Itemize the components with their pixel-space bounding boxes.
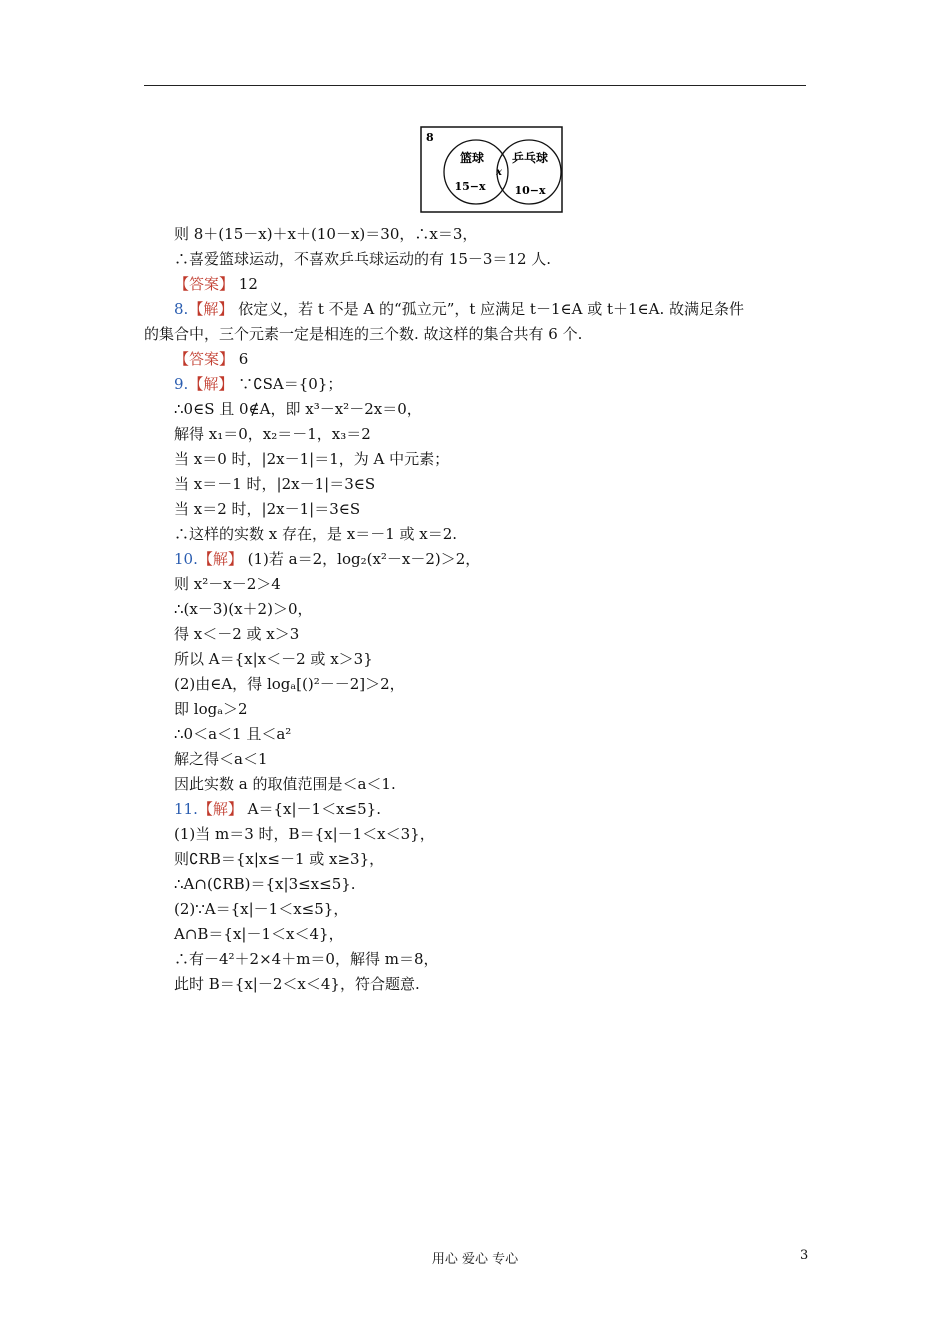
text-line bbox=[144, 697, 806, 722]
line-text: 的集合中，三个元素一定是相连的三个数. 故这样的集合共有 6 个. bbox=[144, 325, 583, 343]
line-text: 解得 x₁＝0，x₂＝－1，x₃＝2 bbox=[174, 425, 371, 443]
text-line bbox=[144, 672, 806, 697]
text-line bbox=[144, 322, 806, 347]
text-line bbox=[144, 922, 806, 947]
line-text: 当 x＝－1 时，|2x－1|＝3∈S bbox=[174, 475, 376, 493]
text-line bbox=[144, 447, 806, 472]
line-text: 则 x²－x－2＞4 bbox=[174, 575, 281, 593]
text-line bbox=[144, 622, 806, 647]
text-line bbox=[144, 822, 806, 847]
line-text: (2)∵A＝{x|－1＜x≤5}， bbox=[174, 900, 349, 918]
text-line bbox=[144, 397, 806, 422]
line-text: ∴这样的实数 x 存在，是 x＝－1 或 x＝2. bbox=[174, 525, 458, 543]
line-text: (1)若 a＝2，log₂(x²－x－2)＞2， bbox=[242, 550, 481, 568]
text-line bbox=[144, 722, 806, 747]
text-line bbox=[144, 297, 806, 322]
line-text: ∴有－4²＋2×4＋m＝0，解得 m＝8， bbox=[174, 950, 439, 968]
venn-left-label: 篮球 bbox=[459, 151, 485, 165]
line-text: 解之得＜a＜1 bbox=[174, 750, 268, 768]
answer-tag: 【解】 bbox=[197, 550, 243, 568]
text-line bbox=[144, 572, 806, 597]
text-line bbox=[144, 247, 806, 272]
line-text: 因此实数 a 的取值范围是＜a＜1. bbox=[174, 775, 396, 793]
line-text: ∴喜爱篮球运动，不喜欢乒乓球运动的有 15－3＝12 人. bbox=[174, 250, 552, 268]
venn-right-value: 10−x bbox=[514, 184, 546, 197]
line-text: 得 x＜－2 或 x＞3 bbox=[174, 625, 300, 643]
problem-number: 11. bbox=[174, 800, 198, 818]
venn-left-value: 15−x bbox=[454, 180, 486, 193]
line-text: 依定义，若 t 不是 A 的“孤立元”，t 应满足 t－1∈A 或 t＋1∈A. 故满足条件 bbox=[233, 300, 745, 318]
venn-right-label: 乒乓球 bbox=[511, 151, 549, 165]
line-text: ∵∁SA＝{0}； bbox=[233, 375, 343, 393]
text-line bbox=[144, 372, 806, 397]
line-text: ∴A∩(∁RB)＝{x|3≤x≤5}. bbox=[174, 875, 356, 893]
line-text: 即 logₐ＞2 bbox=[174, 700, 248, 718]
line-text: ∴0＜a＜1 且＜a² bbox=[174, 725, 292, 743]
solution-text bbox=[144, 222, 806, 997]
venn-diagram bbox=[420, 126, 564, 214]
line-text: 此时 B＝{x|－2＜x＜4}，符合题意. bbox=[174, 975, 420, 993]
line-text: A＝{x|－1＜x≤5}. bbox=[242, 800, 381, 818]
text-line bbox=[144, 897, 806, 922]
answer-tag: 【答案】 bbox=[174, 350, 235, 368]
venn-frame bbox=[421, 127, 562, 212]
footer-text: 用心 爱心 专心 bbox=[431, 1252, 519, 1267]
line-text: ∴0∈S 且 0∉A，即 x³－x²－2x＝0， bbox=[174, 400, 422, 418]
line-text: 所以 A＝{x|x＜－2 或 x＞3} bbox=[174, 650, 373, 668]
venn-total: 8 bbox=[426, 131, 434, 144]
text-line bbox=[144, 872, 806, 897]
text-line bbox=[144, 972, 806, 997]
problem-number: 9. bbox=[174, 375, 189, 393]
text-line bbox=[144, 772, 806, 797]
line-text: 12 bbox=[234, 275, 258, 293]
text-line bbox=[144, 547, 806, 572]
venn-overlap: x bbox=[496, 167, 502, 178]
line-text: 6 bbox=[234, 350, 249, 368]
line-text: ∴(x－3)(x＋2)＞0， bbox=[174, 600, 313, 618]
line-text: 则∁RB＝{x|x≤－1 或 x≥3}， bbox=[174, 850, 385, 868]
text-line bbox=[144, 847, 806, 872]
answer-tag: 【解】 bbox=[188, 375, 234, 393]
answer-tag: 【解】 bbox=[188, 300, 234, 318]
text-line bbox=[144, 647, 806, 672]
problem-number: 10. bbox=[174, 550, 198, 568]
line-text: 当 x＝0 时，|2x－1|＝1，为 A 中元素； bbox=[174, 450, 450, 468]
text-line bbox=[144, 222, 806, 247]
text-line bbox=[144, 597, 806, 622]
page-number: 3 bbox=[800, 1248, 809, 1263]
text-line bbox=[144, 347, 806, 372]
line-text: (1)当 m＝3 时，B＝{x|－1＜x＜3}， bbox=[174, 825, 435, 843]
answer-tag: 【解】 bbox=[197, 800, 243, 818]
line-text: (2)由∈A，得 logₐ[()²－－2]＞2， bbox=[174, 675, 405, 693]
text-line bbox=[144, 522, 806, 547]
answer-tag: 【答案】 bbox=[174, 275, 235, 293]
text-line bbox=[144, 422, 806, 447]
text-line bbox=[144, 947, 806, 972]
text-line bbox=[144, 497, 806, 522]
line-text: 当 x＝2 时，|2x－1|＝3∈S bbox=[174, 500, 361, 518]
header-rule bbox=[144, 85, 806, 86]
text-line bbox=[144, 747, 806, 772]
line-text: A∩B＝{x|－1＜x＜4}， bbox=[174, 925, 344, 943]
line-text: 则 8＋(15－x)＋x＋(10－x)＝30，∴x＝3， bbox=[174, 225, 478, 243]
problem-number: 8. bbox=[174, 300, 189, 318]
text-line bbox=[144, 797, 806, 822]
text-line bbox=[144, 472, 806, 497]
text-line bbox=[144, 272, 806, 297]
